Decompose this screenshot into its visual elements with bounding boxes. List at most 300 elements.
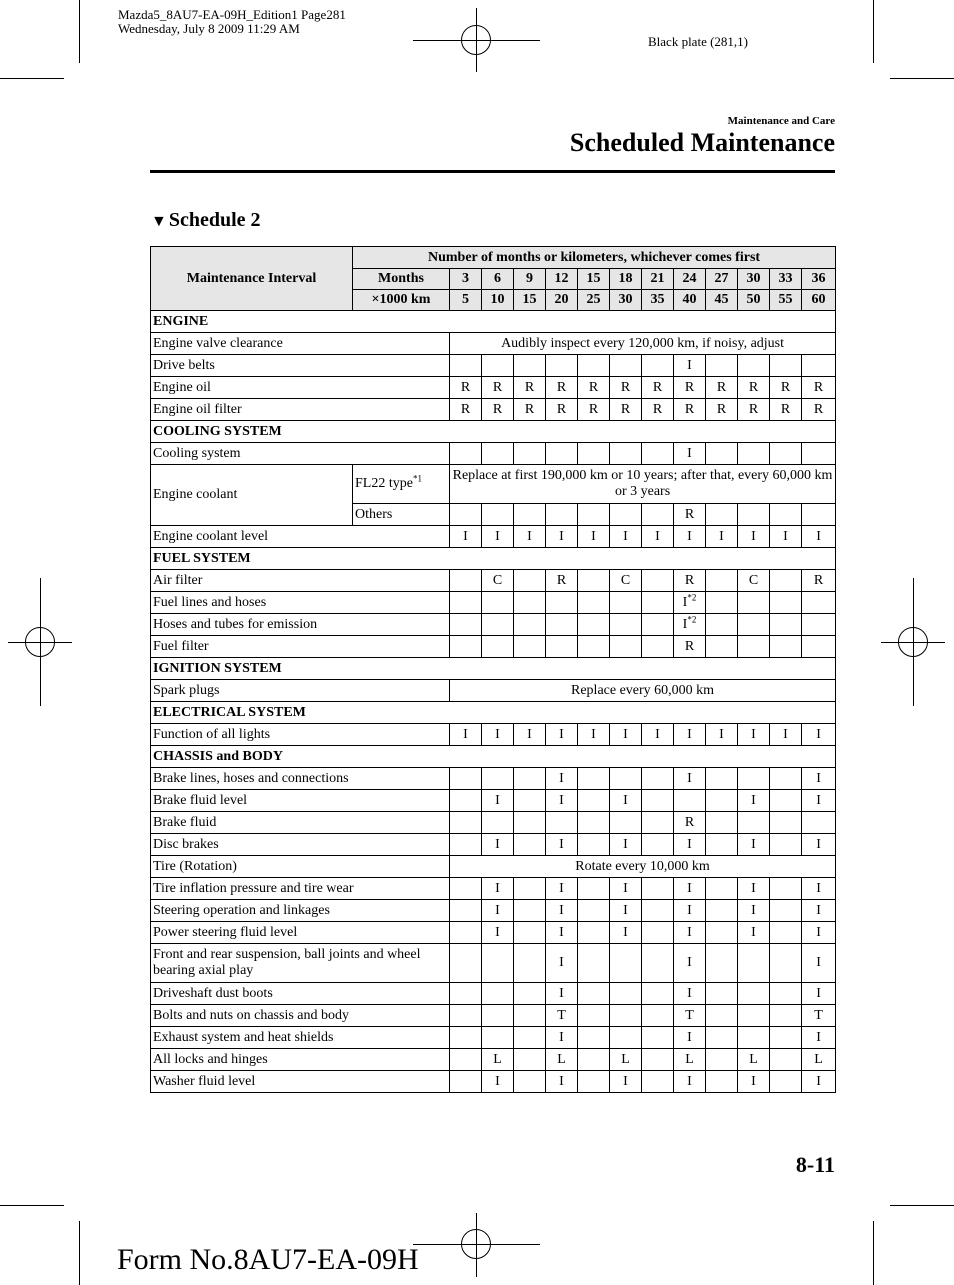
schedule-cell: [450, 1049, 482, 1071]
schedule-title: [151, 209, 261, 232]
schedule-cell: [706, 878, 738, 900]
schedule-cell: [450, 790, 482, 812]
km-header-cell: 40: [674, 290, 706, 311]
month-header-cell: 12: [546, 269, 578, 290]
schedule-cell: [514, 355, 546, 377]
coolant-type-label: [353, 465, 450, 504]
item-label: Spark plugs: [151, 680, 450, 702]
km-header-cell: 15: [514, 290, 546, 311]
schedule-cell: I: [610, 922, 642, 944]
schedule-cell: [450, 1027, 482, 1049]
schedule-cell: [578, 504, 610, 526]
schedule-cell: I: [674, 443, 706, 465]
schedule-cell: [738, 592, 770, 614]
table-row: [151, 526, 836, 548]
schedule-cell: I: [674, 768, 706, 790]
schedule-cell: [578, 614, 610, 636]
month-header-cell: 30: [738, 269, 770, 290]
table-row: [151, 922, 836, 944]
schedule-cell: [642, 570, 674, 592]
table-row: [151, 377, 836, 399]
schedule-cell: [610, 1005, 642, 1027]
schedule-cell: I: [674, 834, 706, 856]
schedule-cell: [578, 1005, 610, 1027]
category-label: COOLING SYSTEM: [151, 421, 836, 443]
schedule-cell: R: [802, 399, 836, 421]
plate-label: Black plate (281,1): [648, 34, 748, 49]
schedule-cell: [482, 504, 514, 526]
schedule-cell: I: [674, 983, 706, 1005]
schedule-cell: I: [802, 900, 836, 922]
schedule-cell: [770, 944, 802, 983]
schedule-cell: [706, 900, 738, 922]
schedule-cell: I: [514, 526, 546, 548]
schedule-cell: [514, 1071, 546, 1093]
schedule-cell: [482, 614, 514, 636]
item-label: Fuel lines and hoses: [151, 592, 450, 614]
item-label: All locks and hinges: [151, 1049, 450, 1071]
month-header-cell: 6: [482, 269, 514, 290]
schedule-cell: [514, 878, 546, 900]
category-row: [151, 421, 836, 443]
month-header-cell: 9: [514, 269, 546, 290]
coolant-type-label: Others: [353, 504, 450, 526]
schedule-cell: I: [482, 1071, 514, 1093]
schedule-cell: [706, 1027, 738, 1049]
schedule-cell: [706, 570, 738, 592]
schedule-cell: C: [610, 570, 642, 592]
category-label: ENGINE: [151, 311, 836, 333]
schedule-cell: [514, 790, 546, 812]
schedule-cell: [802, 636, 836, 658]
schedule-cell: I: [706, 526, 738, 548]
schedule-cell: [706, 1049, 738, 1071]
schedule-code: I: [682, 594, 688, 610]
schedule-cell: I: [610, 1071, 642, 1093]
schedule-cell: L: [738, 1049, 770, 1071]
table-row: [151, 636, 836, 658]
table-row: [151, 399, 836, 421]
schedule-cell: [514, 900, 546, 922]
schedule-cell: [738, 614, 770, 636]
schedule-cell: [450, 922, 482, 944]
schedule-cell: I: [546, 878, 578, 900]
schedule-cell: R: [642, 399, 674, 421]
schedule-cell: I: [674, 900, 706, 922]
schedule-title-text: Schedule 2: [168, 209, 261, 231]
schedule-cell: [706, 1005, 738, 1027]
item-label: Engine oil filter: [151, 399, 450, 421]
schedule-cell: [642, 922, 674, 944]
schedule-cell: [738, 944, 770, 983]
schedule-cell: I: [802, 1071, 836, 1093]
schedule-cell: [514, 1049, 546, 1071]
schedule-cell: R: [578, 399, 610, 421]
schedule-cell: I: [802, 526, 836, 548]
schedule-cell: [642, 790, 674, 812]
schedule-cell: R: [706, 399, 738, 421]
schedule-cell: [546, 614, 578, 636]
schedule-cell: [738, 1005, 770, 1027]
schedule-cell: R: [450, 399, 482, 421]
form-number: Form No.8AU7-EA-09H: [117, 1243, 419, 1276]
month-header-cell: 15: [578, 269, 610, 290]
schedule-cell: I: [642, 724, 674, 746]
schedule-cell: [642, 1049, 674, 1071]
item-label: Steering operation and linkages: [151, 900, 450, 922]
schedule-cell: R: [610, 377, 642, 399]
schedule-cell: [610, 812, 642, 834]
schedule-cell: I: [738, 834, 770, 856]
schedule-cell: [706, 834, 738, 856]
item-label: Brake fluid level: [151, 790, 450, 812]
item-label: Cooling system: [151, 443, 450, 465]
schedule-cell: I: [578, 724, 610, 746]
schedule-cell: I: [674, 878, 706, 900]
km-header: ×1000 km: [353, 290, 450, 311]
schedule-cell: T: [674, 1005, 706, 1027]
schedule-cell: [770, 878, 802, 900]
interval-note: Replace at first 190,000 km or 10 years; after that, every 60,000 km or 3 years: [450, 465, 836, 504]
schedule-cell: I: [546, 1027, 578, 1049]
schedule-cell: [610, 504, 642, 526]
schedule-cell: [802, 812, 836, 834]
schedule-cell: [738, 443, 770, 465]
schedule-cell: I: [482, 834, 514, 856]
schedule-cell: [642, 812, 674, 834]
schedule-cell: [642, 944, 674, 983]
schedule-cell: [706, 983, 738, 1005]
schedule-cell: [578, 922, 610, 944]
schedule-cell: R: [674, 504, 706, 526]
month-header-cell: 36: [802, 269, 836, 290]
schedule-cell: [546, 443, 578, 465]
schedule-cell: [770, 443, 802, 465]
schedule-cell: [770, 614, 802, 636]
schedule-cell: [706, 768, 738, 790]
schedule-cell: [674, 614, 706, 636]
schedule-cell: [482, 592, 514, 614]
schedule-cell: I: [706, 724, 738, 746]
schedule-cell: [450, 592, 482, 614]
crop-mark: [890, 78, 954, 79]
crop-mark: [890, 1205, 954, 1206]
schedule-cell: [450, 834, 482, 856]
schedule-cell: R: [610, 399, 642, 421]
schedule-cell: L: [546, 1049, 578, 1071]
month-header-cell: 18: [610, 269, 642, 290]
schedule-cell: [706, 614, 738, 636]
schedule-cell: [738, 504, 770, 526]
item-label: Tire (Rotation): [151, 856, 450, 878]
interval-note: Replace every 60,000 km: [450, 680, 836, 702]
schedule-cell: I: [482, 724, 514, 746]
schedule-cell: I: [738, 790, 770, 812]
footnote-marker: *2: [687, 613, 697, 624]
schedule-cell: I: [802, 790, 836, 812]
km-header-cell: 10: [482, 290, 514, 311]
schedule-cell: [578, 900, 610, 922]
schedule-cell: [770, 922, 802, 944]
interval-span-header: Number of months or kilometers, whichever comes first: [353, 247, 836, 269]
schedule-cell: [514, 636, 546, 658]
schedule-cell: R: [674, 377, 706, 399]
table-row: [151, 1049, 836, 1071]
schedule-cell: [770, 355, 802, 377]
schedule-cell: [450, 355, 482, 377]
table-row: [151, 983, 836, 1005]
schedule-cell: I: [674, 526, 706, 548]
item-label: Driveshaft dust boots: [151, 983, 450, 1005]
schedule-cell: I: [674, 944, 706, 983]
km-header-cell: 5: [450, 290, 482, 311]
crop-mark: [873, 0, 874, 63]
down-triangle-icon: ▼: [151, 213, 167, 230]
schedule-cell: [514, 922, 546, 944]
schedule-cell: [514, 592, 546, 614]
schedule-cell: [450, 614, 482, 636]
schedule-cell: [642, 834, 674, 856]
item-label: Washer fluid level: [151, 1071, 450, 1093]
item-label: Bolts and nuts on chassis and body: [151, 1005, 450, 1027]
maintenance-schedule-table: [150, 246, 836, 1093]
crop-mark: [79, 1221, 80, 1285]
km-header-cell: 45: [706, 290, 738, 311]
table-row: [151, 614, 836, 636]
schedule-cell: I: [802, 878, 836, 900]
schedule-cell: [514, 1027, 546, 1049]
category-row: [151, 548, 836, 570]
table-row: [151, 465, 836, 504]
item-label: Engine coolant: [151, 465, 353, 526]
schedule-cell: R: [770, 399, 802, 421]
schedule-cell: [578, 944, 610, 983]
schedule-cell: [578, 878, 610, 900]
schedule-cell: [514, 768, 546, 790]
schedule-cell: [578, 355, 610, 377]
schedule-cell: I: [546, 724, 578, 746]
schedule-cell: I: [610, 724, 642, 746]
crop-mark: [873, 1221, 874, 1285]
schedule-cell: I: [610, 878, 642, 900]
schedule-cell: [642, 768, 674, 790]
schedule-cell: [578, 1071, 610, 1093]
schedule-cell: [578, 790, 610, 812]
table-row: [151, 355, 836, 377]
schedule-cell: I: [738, 878, 770, 900]
schedule-cell: [610, 443, 642, 465]
schedule-cell: R: [674, 399, 706, 421]
interval-note: Rotate every 10,000 km: [450, 856, 836, 878]
schedule-cell: I: [546, 900, 578, 922]
schedule-cell: [706, 812, 738, 834]
schedule-cell: R: [642, 377, 674, 399]
schedule-cell: I: [610, 900, 642, 922]
schedule-cell: R: [546, 570, 578, 592]
km-header-cell: 30: [610, 290, 642, 311]
schedule-cell: [770, 812, 802, 834]
schedule-cell: [802, 592, 836, 614]
schedule-cell: I: [738, 1071, 770, 1093]
schedule-cell: [706, 790, 738, 812]
footnote-marker: *2: [687, 591, 697, 602]
schedule-cell: [706, 355, 738, 377]
schedule-cell: [610, 614, 642, 636]
schedule-cell: R: [482, 377, 514, 399]
schedule-cell: I: [674, 1027, 706, 1049]
schedule-cell: [546, 636, 578, 658]
schedule-cell: [706, 504, 738, 526]
km-header-cell: 55: [770, 290, 802, 311]
schedule-cell: I: [546, 944, 578, 983]
schedule-cell: [482, 944, 514, 983]
category-row: [151, 746, 836, 768]
schedule-cell: [578, 768, 610, 790]
schedule-cell: [514, 570, 546, 592]
schedule-cell: R: [738, 399, 770, 421]
schedule-cell: [450, 983, 482, 1005]
table-row: [151, 856, 836, 878]
schedule-cell: I: [546, 768, 578, 790]
schedule-cell: T: [546, 1005, 578, 1027]
table-row: [151, 724, 836, 746]
schedule-cell: [802, 504, 836, 526]
item-label: Exhaust system and heat shields: [151, 1027, 450, 1049]
schedule-cell: [770, 636, 802, 658]
schedule-cell: [770, 1027, 802, 1049]
schedule-cell: [450, 504, 482, 526]
schedule-cell: [578, 636, 610, 658]
schedule-cell: [802, 355, 836, 377]
schedule-cell: I: [610, 526, 642, 548]
km-header-cell: 50: [738, 290, 770, 311]
schedule-cell: I: [482, 526, 514, 548]
item-label: Front and rear suspension, ball joints and wheel bearing axial play: [151, 944, 450, 983]
category-row: [151, 658, 836, 680]
item-label: Fuel filter: [151, 636, 450, 658]
schedule-cell: [578, 1027, 610, 1049]
schedule-cell: [514, 443, 546, 465]
schedule-cell: R: [674, 636, 706, 658]
schedule-cell: I: [802, 922, 836, 944]
schedule-cell: I: [674, 922, 706, 944]
interval-note: Audibly inspect every 120,000 km, if noisy, adjust: [450, 333, 836, 355]
schedule-cell: R: [514, 377, 546, 399]
schedule-cell: L: [482, 1049, 514, 1071]
schedule-cell: [482, 443, 514, 465]
schedule-cell: R: [770, 377, 802, 399]
schedule-cell: [450, 1005, 482, 1027]
schedule-cell: I: [738, 724, 770, 746]
item-label: Tire inflation pressure and tire wear: [151, 878, 450, 900]
coolant-type-text: FL22 type: [355, 476, 413, 491]
schedule-cell: T: [802, 1005, 836, 1027]
schedule-cell: [546, 355, 578, 377]
table-row: [151, 1071, 836, 1093]
schedule-cell: [770, 768, 802, 790]
schedule-cell: [450, 944, 482, 983]
table-row: [151, 768, 836, 790]
km-header-cell: 35: [642, 290, 674, 311]
crop-mark: [0, 78, 64, 79]
item-label: Hoses and tubes for emission: [151, 614, 450, 636]
schedule-cell: I: [514, 724, 546, 746]
schedule-cell: [578, 812, 610, 834]
schedule-cell: [642, 504, 674, 526]
schedule-cell: I: [802, 983, 836, 1005]
schedule-cell: [578, 570, 610, 592]
schedule-cell: [610, 1027, 642, 1049]
schedule-cell: I: [546, 834, 578, 856]
schedule-cell: I: [770, 724, 802, 746]
schedule-cell: [514, 504, 546, 526]
schedule-cell: [706, 922, 738, 944]
schedule-cell: I: [738, 922, 770, 944]
table-row: [151, 592, 836, 614]
category-row: [151, 311, 836, 333]
schedule-cell: L: [610, 1049, 642, 1071]
schedule-cell: [770, 1049, 802, 1071]
schedule-cell: [450, 443, 482, 465]
schedule-cell: [770, 570, 802, 592]
schedule-cell: [770, 1005, 802, 1027]
schedule-cell: [514, 1005, 546, 1027]
schedule-cell: [706, 1071, 738, 1093]
month-header-cell: 27: [706, 269, 738, 290]
schedule-cell: I: [546, 983, 578, 1005]
schedule-cell: I: [450, 526, 482, 548]
schedule-cell: R: [706, 377, 738, 399]
schedule-cell: [674, 592, 706, 614]
item-label: Disc brakes: [151, 834, 450, 856]
schedule-cell: [610, 592, 642, 614]
month-header-cell: 33: [770, 269, 802, 290]
schedule-cell: I: [482, 790, 514, 812]
category-label: ELECTRICAL SYSTEM: [151, 702, 836, 724]
schedule-cell: [706, 592, 738, 614]
schedule-cell: [642, 1005, 674, 1027]
schedule-cell: [642, 443, 674, 465]
schedule-cell: [514, 614, 546, 636]
schedule-cell: [642, 355, 674, 377]
table-row: [151, 1005, 836, 1027]
schedule-cell: [482, 1005, 514, 1027]
schedule-cell: [642, 636, 674, 658]
schedule-cell: [642, 878, 674, 900]
month-header-cell: 3: [450, 269, 482, 290]
schedule-cell: C: [482, 570, 514, 592]
category-label: IGNITION SYSTEM: [151, 658, 836, 680]
table-row: [151, 790, 836, 812]
schedule-cell: [770, 834, 802, 856]
heading-rule: [150, 170, 835, 173]
schedule-cell: L: [674, 1049, 706, 1071]
schedule-cell: I: [482, 878, 514, 900]
schedule-cell: [514, 812, 546, 834]
schedule-cell: I: [610, 834, 642, 856]
schedule-cell: R: [738, 377, 770, 399]
schedule-cell: [770, 790, 802, 812]
schedule-cell: [642, 1071, 674, 1093]
table-row: [151, 944, 836, 983]
item-label: Air filter: [151, 570, 450, 592]
schedule-cell: I: [802, 834, 836, 856]
months-header: Months: [353, 269, 450, 290]
section-label: Maintenance and Care: [727, 115, 835, 127]
table-row: [151, 443, 836, 465]
schedule-cell: [578, 834, 610, 856]
page-title: Scheduled Maintenance: [569, 128, 835, 157]
